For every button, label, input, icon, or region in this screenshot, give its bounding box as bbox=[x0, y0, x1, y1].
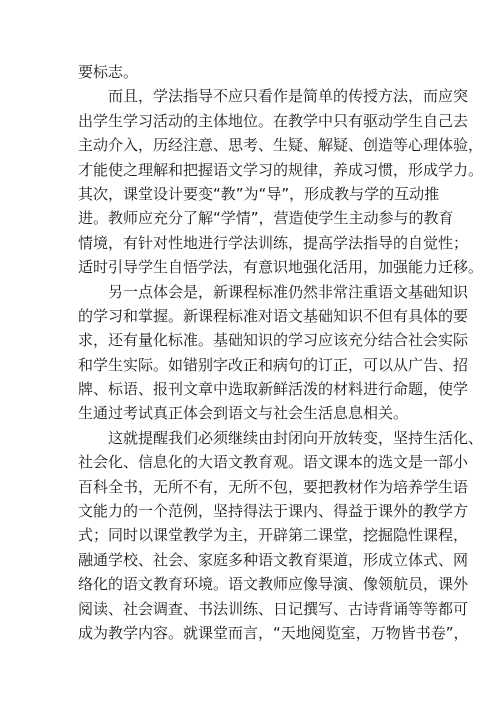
text-line: 文能力的一个范例，坚持得法于课内、得益于课外的教学方 bbox=[78, 502, 469, 521]
text-line: 成为教学内容。就课堂而言，“天地阅览室，万物皆书卷”， bbox=[78, 623, 469, 642]
text-line: 另一点体会是，新课程标准仍然非常注重语文基础知识 bbox=[108, 282, 469, 301]
text-line: 融通学校、社会、家庭多种语文教育渠道，形成立体式、网 bbox=[78, 550, 469, 569]
text-line: 要标志。 bbox=[78, 63, 139, 81]
text-line: 出学生学习活动的主体地位。在教学中只有驱动学生自己去 bbox=[78, 111, 469, 130]
text-line: 主动介入，历经注意、思考、生疑、解疑、创造等心理体验， bbox=[78, 136, 484, 155]
text-line: 牌、标语、报刊文章中选取新鲜活泼的材料进行命题，使学 bbox=[78, 380, 469, 399]
text-line: 适时引导学生自悟学法，有意识地强化活用，加强能力迁移。 bbox=[78, 258, 484, 277]
text-line: 情境，有针对性地进行学法训练，提高学法指导的自觉性； bbox=[78, 233, 469, 252]
text-line: 阅读、社会调查、书法训练、日记撰写、古诗背诵等等都可 bbox=[78, 599, 469, 618]
text-line: 这就提醒我们必须继续由封闭向开放转变，坚持生活化、 bbox=[108, 428, 484, 447]
text-line: 而且，学法指导不应只看作是简单的传授方法，而应突 bbox=[108, 87, 469, 106]
text-line: 和学生实际。如错别字改正和病句的订正，可以从广告、招 bbox=[78, 355, 469, 374]
text-line: 的学习和掌握。新课程标准对语文基础知识不但有具体的要 bbox=[78, 306, 469, 325]
document-body bbox=[78, 60, 484, 645]
text-line: 才能使之理解和把握语文学习的规律，养成习惯，形成学力。 bbox=[78, 160, 484, 179]
text-line: 其次，课堂设计要变“教”为“导”，形成教与学的互动推 bbox=[78, 184, 440, 203]
text-line: 百科全书，无所不有，无所不包，要把教材作为培养学生语 bbox=[78, 477, 469, 496]
text-line: 络化的语文教育环境。语文教师应像导演、像领航员，课外 bbox=[78, 575, 469, 594]
text-line: 社会化、信息化的大语文教育观。语文课本的选文是一部小 bbox=[78, 453, 469, 472]
text-line: 式；同时以课堂教学为主，开辟第二课堂，挖掘隐性课程， bbox=[78, 526, 469, 545]
text-line: 生通过考试真正体会到语文与社会生活息息相关。 bbox=[78, 404, 409, 423]
text-line: 求，还有量化标准。基础知识的学习应该充分结合社会实际 bbox=[78, 331, 469, 350]
text-line: 进。教师应充分了解“学情”，营造使学生主动参与的教育 bbox=[78, 209, 454, 228]
